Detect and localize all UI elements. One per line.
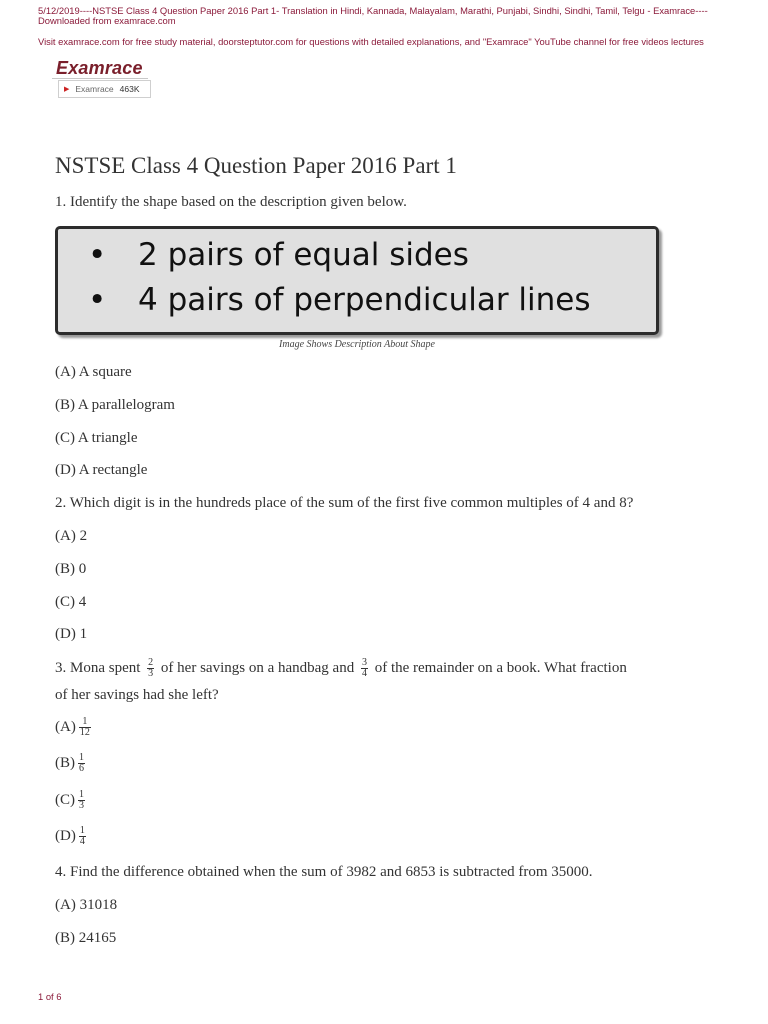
q2-option-a: (A) 2	[55, 528, 88, 544]
q1-option-a: (A) A square	[55, 364, 132, 380]
option-fraction: $\frac{1}{12}$	[79, 716, 90, 738]
q4-option-a: (A) 31018	[55, 897, 118, 913]
figure-bullet-text: 2 pairs of equal sides	[138, 237, 469, 273]
print-header-title: 5/12/2019----NSTSE Class 4 Question Paper 2016 Part 1- Translation in Hindi, Kannada, Malayalam, Marathi, Punjabi, Sindhi, Sindhi, Tamil, Telgu - Examrace----Downloaded from examrace.com	[38, 5, 708, 26]
question-1-text: 1. Identify the shape based on the description given below.	[55, 194, 407, 210]
option-fraction: $\frac{1}{4}$	[79, 825, 85, 847]
youtube-play-icon: ▶	[64, 86, 70, 93]
q1-option-b: (B) A parallelogram	[55, 397, 175, 413]
option-fraction: $\frac{1}{3}$	[79, 789, 84, 811]
logo-underline	[52, 78, 148, 79]
q1-option-d: (D) A rectangle	[55, 462, 148, 478]
print-header-visit-note: Visit examrace.com for free study material, doorsteptutor.com for questions with detailed explanations, and "Examrace" YouTube channel for free videos lectures	[38, 36, 704, 47]
q3-option-a: (A) $\frac{1}{12}$	[55, 716, 90, 738]
youtube-subscriber-count: 463K	[119, 84, 140, 94]
question-3-text-line-2: of her savings had she left?	[55, 687, 219, 703]
fraction-two-thirds: $\frac{2}{3}$	[148, 657, 154, 679]
fraction-three-quarters: $\frac{3}{4}$	[361, 657, 367, 679]
figure-bullet-2	[88, 282, 591, 318]
question-3-text	[55, 658, 627, 679]
examrace-logo[interactable]: Examrace	[56, 58, 143, 78]
q2-option-b: (B) 0	[55, 561, 87, 577]
page-number: 1 of 6	[38, 991, 62, 1002]
q2-option-d: (D) 1	[55, 626, 88, 642]
q3-option-c: (C) $\frac{1}{3}$	[55, 789, 84, 811]
figure-bullet-1	[88, 237, 469, 273]
q3-option-b: (B) $\frac{1}{6}$	[55, 752, 84, 774]
q4-option-b: (B) 24165	[55, 930, 117, 946]
question-2-text: 2. Which digit is in the hundreds place of the sum of the first five common multiples of 4 and 8?	[55, 495, 634, 511]
bullet-icon: •	[88, 282, 107, 318]
bullet-icon: •	[88, 237, 107, 273]
figure-bullet-text: 4 pairs of perpendicular lines	[138, 282, 591, 318]
q2-option-c: (C) 4	[55, 594, 87, 610]
page-title: NSTSE Class 4 Question Paper 2016 Part 1	[55, 153, 457, 178]
q1-option-c: (C) A triangle	[55, 430, 138, 446]
question-4-text: 4. Find the difference obtained when the sum of 3982 and 6853 is subtracted from 35000.	[55, 864, 593, 880]
shape-description-image	[55, 226, 659, 335]
q3-text-part-1: 3. Mona spent	[55, 659, 141, 676]
youtube-subscribe-badge[interactable]	[58, 80, 151, 98]
q3-text-part-2: of her savings on a handbag and	[160, 659, 355, 676]
youtube-channel-name: Examrace	[75, 84, 114, 94]
figure-caption: Image Shows Description About Shape	[279, 339, 435, 350]
option-fraction: $\frac{1}{6}$	[79, 752, 84, 774]
q3-text-part-3: of the remainder on a book. What fraction	[374, 659, 627, 676]
q3-option-d: (D) $\frac{1}{4}$	[55, 825, 85, 847]
